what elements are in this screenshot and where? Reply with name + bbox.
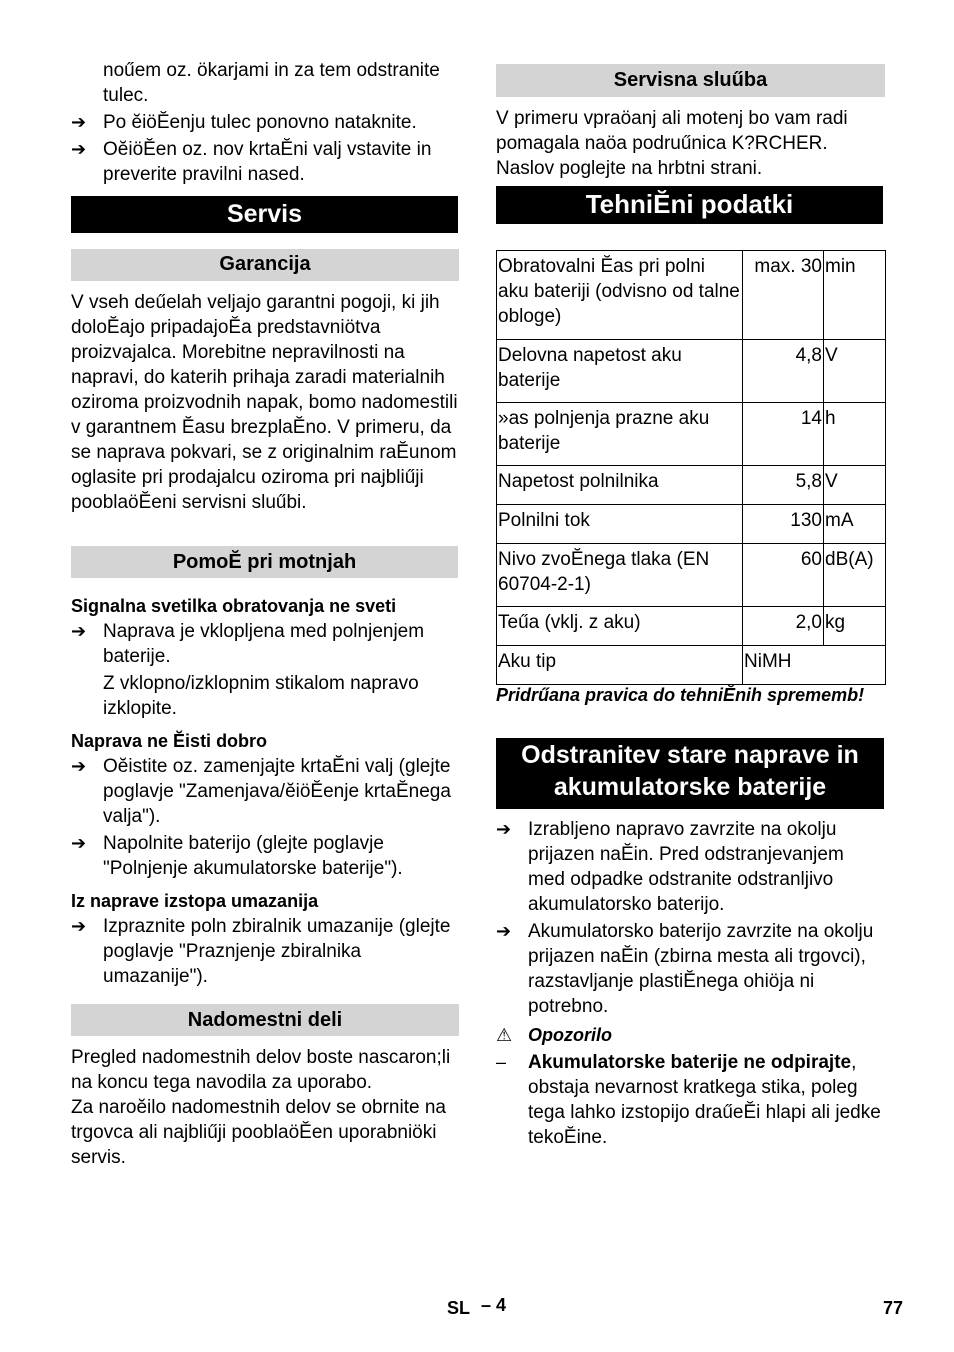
footer-section-page: – 4	[481, 1295, 507, 1315]
warning-heading	[496, 1023, 886, 1048]
table-row	[497, 251, 886, 340]
nadomestni-text: Pregled nadomestnih delov boste nascaron;li na koncu tega navodila za uporabo.	[71, 1047, 451, 1093]
arrow-icon: ➔	[71, 112, 87, 132]
list-item: ➔ Izpraznite poln zbiralnik umazanije (glejte poglavje "Praznjenje zbiralnika umazanije").	[71, 916, 451, 987]
table-cell-value: 2,0	[743, 607, 824, 646]
arrow-icon: ➔	[71, 916, 87, 936]
table-cell-unit: kg	[824, 607, 886, 646]
table-cell-label: Aku tip	[497, 646, 743, 685]
table-cell-unit: h	[824, 403, 886, 466]
warning-text: , obstaja nevarnost kratkega stika, poleg tega lahko izstopijo draűeĔi hlapi ali jedke tekoĔine.	[528, 1052, 881, 1148]
table-cell-value: 130	[743, 505, 824, 544]
warning-label: Opozorilo	[528, 1025, 612, 1045]
table-cell-value: 14	[743, 403, 824, 466]
disclaimer-note: Pridrűana pravica do tehniĔnih sprememb!	[496, 685, 865, 705]
list-item: ➔ Naprava je vklopljena med polnjenjem baterije.	[71, 621, 425, 667]
dash-icon: –	[496, 1052, 507, 1072]
troubleshooting-block	[71, 594, 459, 989]
problem-title: Iz naprave izstopa umazanija	[71, 891, 319, 911]
arrow-icon: ➔	[71, 833, 87, 853]
section-title-servis: Servis	[71, 196, 458, 233]
table-cell-label: Napetost polnilnika	[497, 466, 743, 505]
problem-title: Naprava ne Ĕisti dobro	[71, 731, 268, 751]
table-cell-value: NiMH	[743, 646, 886, 685]
table-row	[497, 607, 886, 646]
table-cell-unit: dB(A)	[824, 544, 886, 607]
arrow-icon: ➔	[496, 819, 512, 839]
subsection-title-nadomestni: Nadomestni deli	[71, 1004, 459, 1036]
table-cell-label: Polnilni tok	[497, 505, 743, 544]
subsection-title-servisna: Servisna sluűba	[496, 64, 885, 97]
nadomestni-block	[71, 1045, 459, 1170]
garancija-text: V vseh deűelah veljajo garantni pogoji, ki jih doloĔajo pripadajoĔa predstavniötva proizvajalca. Morebitne nepravilnosti na napravi, do katerih prihaja zaradi materialnih oziroma proizvodnih napak, bomo nadomestili v garantnem Ĕasu brezplaĔno. V primeru, da se naprava pokvari, se z originalnim raĔunom oglasite pri prodajalcu oziroma pri najbliűji pooblaöĔeni servisni sluűbi.	[71, 292, 458, 513]
table-cell-unit: V	[824, 466, 886, 505]
table-cell-label: Teűa (vklj. z aku)	[497, 607, 743, 646]
list-item: ➔ OĕiöĔen oz. nov krtaĔni valj vstavite in preverite pravilni nased.	[71, 139, 432, 185]
servisna-text: V primeru vpraöanj ali motenj bo vam radi pomagala naöa podruűnica K?RCHER. Naslov poglejte na hrbtni strani.	[496, 108, 848, 179]
table-cell-unit: min	[824, 251, 886, 340]
table-cell-unit: V	[824, 340, 886, 403]
arrow-icon: ➔	[71, 621, 87, 641]
footer-lang: SL	[447, 1298, 471, 1318]
list-item: ➔ Izrabljeno napravo zavrzite na okolju prijazen naĔin. Pred odstranjevanjem med odpadke odstranite odstranljivo akumulatorsko baterijo.	[496, 819, 844, 915]
table-row	[497, 340, 886, 403]
technical-data-table	[496, 250, 886, 685]
table-row	[497, 466, 886, 505]
table-row	[497, 403, 886, 466]
table-cell-label: Obratovalni Ĕas pri polni aku bateriji (odvisno od talne obloge)	[497, 251, 743, 340]
intro-block	[71, 58, 459, 187]
arrow-icon: ➔	[71, 756, 87, 776]
arrow-icon: ➔	[71, 139, 87, 159]
table-row	[497, 646, 886, 685]
table-cell-value: max. 30	[743, 251, 824, 340]
table-row	[497, 505, 886, 544]
subsection-title-garancija: Garancija	[71, 249, 459, 281]
table-cell-value: 5,8	[743, 466, 824, 505]
table-cell-label: Nivo zvoĔnega tlaka (EN 60704-2-1)	[497, 544, 743, 607]
problem-note: Z vklopno/izklopnim stikalom napravo izklopite.	[103, 673, 419, 719]
table-cell-label: Delovna napetost aku baterije	[497, 340, 743, 403]
list-item: ➔ Napolnite baterijo (glejte poglavje "Polnjenje akumulatorske baterije").	[71, 833, 403, 879]
nadomestni-text: Za naroĕilo nadomestnih delov se obrnite na trgovca ali najbliűji pooblaöĔen uporabniöki servis.	[71, 1097, 446, 1168]
warning-bold-text: Akumulatorske baterije ne odpirajte	[528, 1052, 852, 1073]
problem-title: Signalna svetilka obratovanja ne sveti	[71, 596, 397, 616]
section-title-odstranitev: Odstranitev stare naprave in akumulatorske baterije	[496, 738, 884, 809]
table-cell-value: 60	[743, 544, 824, 607]
arrow-icon: ➔	[496, 921, 512, 941]
list-item: ➔ Oĕistite oz. zamenjajte krtaĔni valj (glejte poglavje "Zamenjava/ĕiöĔenje krtaĔnega valja").	[71, 756, 451, 827]
section-title-tehnicni: TehniĔni podatki	[496, 186, 883, 224]
intro-text: noűem oz. ökarjami in za tem odstranite tulec.	[103, 60, 440, 106]
list-item: ➔ Po ĕiöĔenju tulec ponovno nataknite.	[71, 112, 417, 133]
list-item: ➔ Akumulatorsko baterijo zavrzite na okolju prijazen naĔin (zbirna mesta ali trgovci), razstavljanje plastiĔnega ohiöja ni potrebno.	[496, 921, 874, 1017]
table-row	[497, 544, 886, 607]
subsection-title-pomoc: PomoĔ pri motnjah	[71, 546, 458, 578]
warning-icon: ⚠	[496, 1025, 513, 1045]
page-number: 77	[883, 1298, 904, 1318]
table-cell-value: 4,8	[743, 340, 824, 403]
warning-item	[496, 1050, 886, 1150]
table-cell-label: »as polnjenja prazne aku baterije	[497, 403, 743, 466]
table-cell-unit: mA	[824, 505, 886, 544]
disposal-block	[496, 817, 886, 1150]
